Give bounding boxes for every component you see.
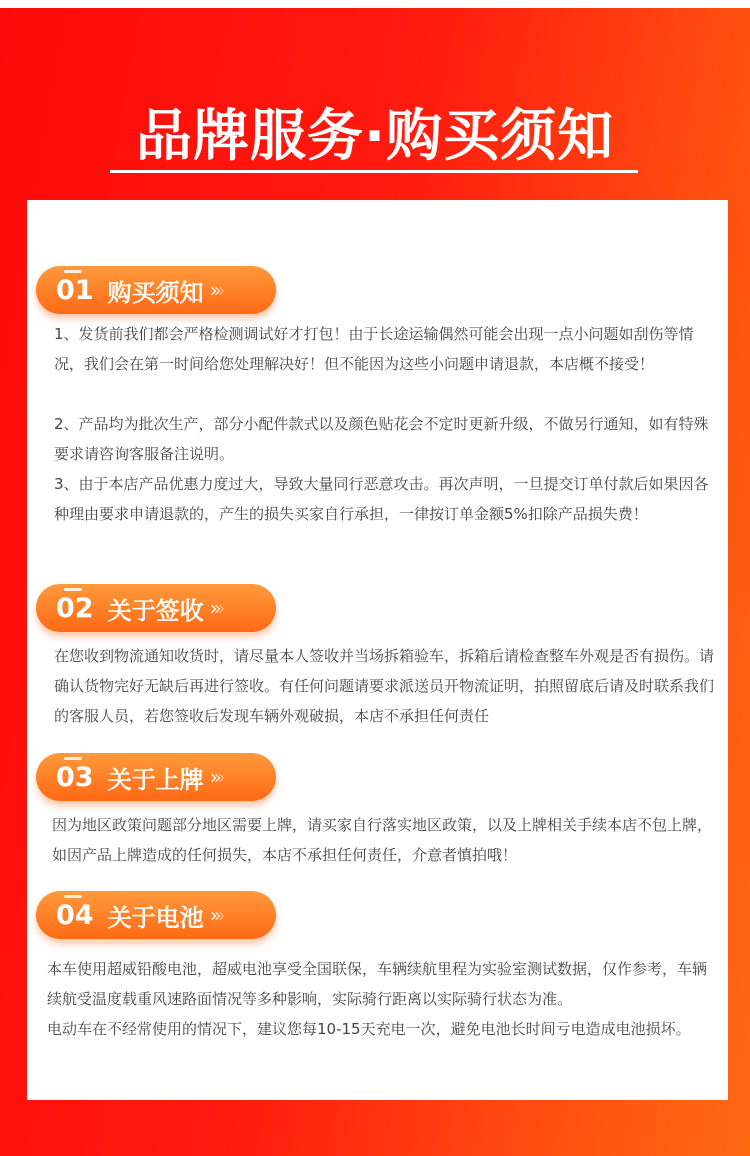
triple-chevron-right-icon: ››› (209, 765, 222, 789)
top-stripe (0, 0, 750, 8)
section-number: 03 (56, 761, 94, 793)
paragraph: 本车使用超威铅酸电池，超威电池享受全国联保，车辆续航里程为实验室测试数据，仅作参考，车辆续航受温度载重风速路面情况等多种影响，实际骑行距离以实际骑行状态为准。 (47, 960, 708, 1008)
section-badge-battery (36, 891, 276, 939)
section-title: 关于上牌 (107, 765, 204, 794)
badge-highlight (64, 757, 82, 760)
section-number: 04 (56, 899, 94, 931)
paragraph: 1、发货前我们都会严格检测调试好才打包！由于长途运输偶然可能会出现一点小问题如刮伤等情况，我们会在第一时间给您处理解决好！但不能因为这些小问题申请退款，本店概不接受！ (54, 325, 694, 373)
triple-chevron-right-icon: ››› (209, 278, 222, 302)
paragraph: 在您收到物流通知收货时，请尽量本人签收并当场拆箱验车，拆箱后请检查整车外观是否有损伤。请确认货物完好无缺后再进行签收。有任何问题请要求派送员开物流证明，拍照留底后请及时联系我们的客服人员，若您签收后发现车辆外观破损，本店不承担任何责任 (54, 647, 715, 725)
paragraph: 电动车在不经常使用的情况下，建议您每10-15天充电一次，避免电池长时间亏电造成电池损坏。 (47, 1020, 691, 1038)
triple-chevron-right-icon: ››› (209, 596, 222, 620)
paragraph: 因为地区政策问题部分地区需要上牌，请买家自行落实地区政策，以及上牌相关手续本店不包上牌，如因产品上牌造成的任何损失，本店不承担任何责任，介意者慎拍哦！ (52, 816, 713, 864)
notice-card (27, 200, 728, 1100)
badge-highlight (64, 895, 82, 898)
paragraph: 3、由于本店产品优惠力度过大，导致大量同行恶意攻击。再次声明，一旦提交订单付款后如果因各种理由要求申请退款的，产生的损失买家自行承担，一律按订单金额5%扣除产品损失费！ (54, 475, 709, 523)
section-badge-signing (36, 584, 276, 632)
section-title: 购买须知 (107, 278, 204, 307)
triple-chevron-right-icon: ››› (209, 903, 222, 927)
title-underline (110, 170, 638, 173)
paragraph: 2、产品均为批次生产，部分小配件款式以及颜色贴花会不定时更新升级，不做另行通知，如有特殊要求请咨询客服备注说明。 (54, 415, 709, 463)
section-title: 关于签收 (107, 596, 204, 625)
section-badge-registration (36, 753, 276, 801)
section-number: 01 (56, 274, 94, 306)
section-number: 02 (56, 592, 94, 624)
badge-highlight (64, 588, 82, 591)
section-badge-purchase (36, 266, 276, 314)
badge-highlight (64, 270, 82, 273)
section-title: 关于电池 (107, 903, 204, 932)
page-title: 品牌服务·购买须知 (135, 104, 615, 169)
